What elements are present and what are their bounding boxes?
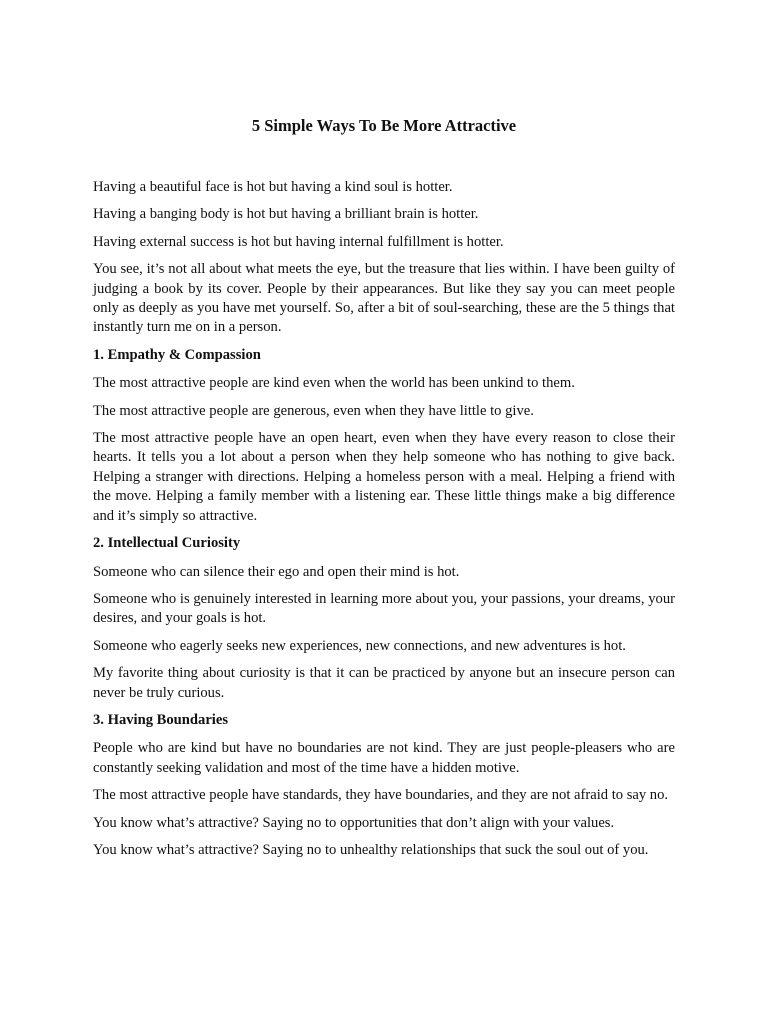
section-paragraph: The most attractive people are generous, even when they have little to give. [93, 402, 534, 419]
section-paragraph: You know what’s attractive? Saying no to opportunities that don’t align with your values. [93, 814, 615, 831]
section-paragraph: Someone who eagerly seeks new experiences, new connections, and new adventures is hot. [93, 637, 626, 654]
intro-paragraph: Having a beautiful face is hot but having a kind soul is hotter. [93, 179, 453, 195]
section-paragraph: Someone who can silence their ego and open their mind is hot. [93, 563, 460, 580]
section-paragraph: People who are kind but have no boundaries are not kind. They are just people-pleasers who are constantly seeking validation and most of the time have a hidden motive. [93, 740, 675, 776]
section-paragraph: You know what’s attractive? Saying no to unhealthy relationships that suck the soul out of you. [93, 841, 649, 858]
section-paragraph: The most attractive people are kind even when the world has been unkind to them. [93, 375, 575, 392]
section-heading-boundaries: 3. Having Boundaries [93, 711, 229, 728]
section-paragraph: The most attractive people have an open heart, even when they have every reason to close their hearts. It tells you a lot about a person when they help someone who has nothing to give back. Helping a stranger with directions. Helping a homeless person with a meal. Helping a friend with the move. Helping a family member with a listening ear. These little things make a big difference and it’s simply so attractive. [93, 430, 675, 524]
section-paragraph: The most attractive people have standards, they have boundaries, and they are not afraid to say no. [93, 787, 669, 804]
intro-paragraph: Having external success is hot but having internal fulfillment is hotter. [93, 233, 504, 250]
intro-paragraph: You see, it’s not all about what meets the eye, but the treasure that lies within. I have been guilty of judging a book by its cover. People by their appearances. But like they say you can meet people only as deeply as you have met yourself. So, after a bit of soul-searching, these are the 5 things that instantly turn me on in a person. [93, 261, 675, 336]
section-heading-curiosity: 2. Intellectual Curiosity [93, 535, 241, 552]
document-title: 5 Simple Ways To Be More Attractive [251, 116, 517, 135]
section-heading-empathy: 1. Empathy & Compassion [93, 346, 261, 363]
section-paragraph: My favorite thing about curiosity is that it can be practiced by anyone but an insecure person can never be truly curious. [93, 665, 675, 701]
intro-paragraph: Having a banging body is hot but having a brilliant brain is hotter. [93, 206, 479, 223]
section-paragraph: Someone who is genuinely interested in learning more about you, your passions, your dreams, your desires, and your goals is hot. [93, 590, 675, 627]
